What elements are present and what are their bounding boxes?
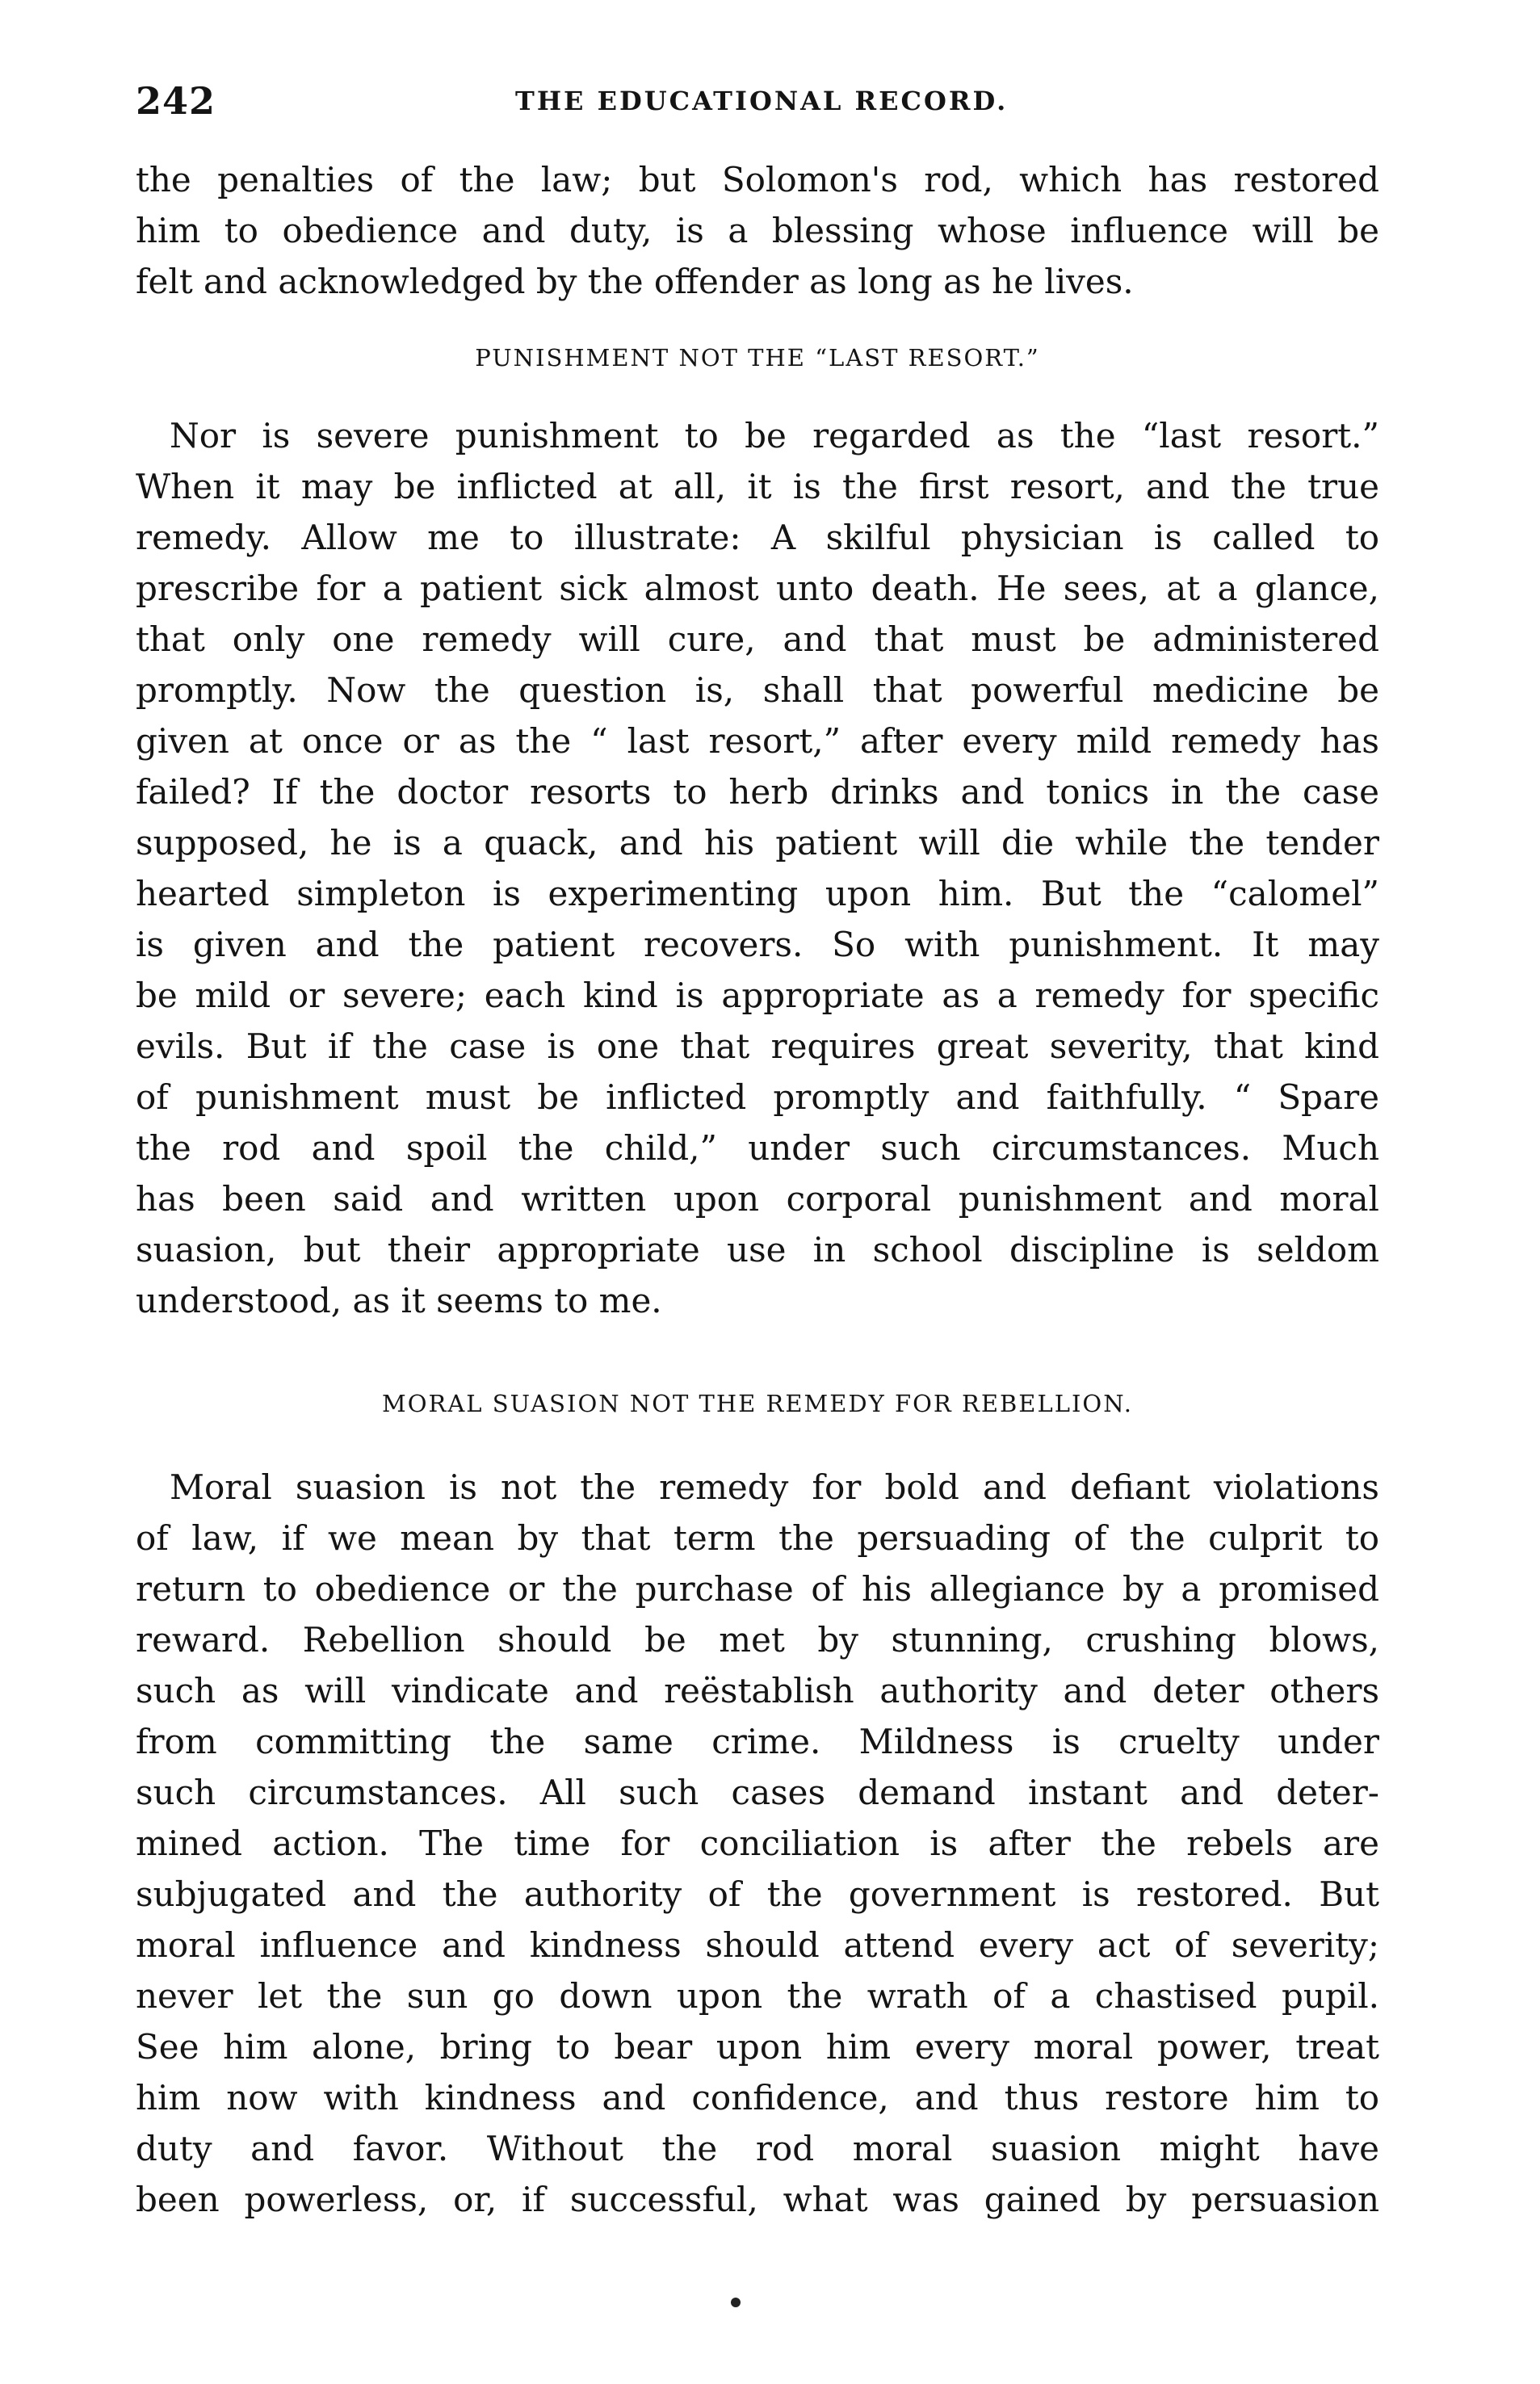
text-line: felt and acknowledged by the offender as long as he lives. (136, 262, 1134, 301)
journal-title: THE EDUCATIONAL RECORD. (515, 86, 1009, 116)
text-line: prescribe for a patient sick almost unto death. He sees, at a glance, (136, 569, 1379, 608)
text-line: been powerless, or, if successful, what was gained by persuasion (136, 2180, 1379, 2219)
text-line: supposed, he is a quack, and his patient will die while the tender (136, 823, 1379, 863)
page-number: 242 (136, 79, 216, 123)
text-line: be mild or severe; each kind is appropriate as a remedy for specific (136, 976, 1379, 1015)
text-line: evils. But if the case is one that requires great severity, that kind (136, 1026, 1379, 1066)
text-line: of law, if we mean by that term the persuading of the culprit to (136, 1518, 1379, 1558)
text-line: mined action. The time for conciliation is after the rebels are (136, 1824, 1379, 1863)
text-line: that only one remedy will cure, and that must be administered (136, 619, 1379, 659)
text-line: return to obedience or the purchase of his allegiance by a promised (136, 1569, 1379, 1609)
text-line: suasion, but their appropriate use in school discipline is seldom (136, 1230, 1379, 1270)
text-line: of punishment must be inflicted promptly and faithfully. “ Spare (136, 1077, 1379, 1117)
text-line: reward. Rebellion should be met by stunning, crushing blows, (136, 1620, 1379, 1660)
text-line: from committing the same crime. Mildness is cruelty under (136, 1722, 1379, 1761)
running-head (136, 79, 1379, 128)
text-line: Nor is severe punishment to be regarded as the “last resort.” (170, 416, 1379, 455)
ink-dot (731, 2298, 741, 2307)
section-heading: MORAL SUASION NOT THE REMEDY FOR REBELLION. (382, 1390, 1133, 1417)
text-line: remedy. Allow me to illustrate: A skilful physician is called to (136, 518, 1379, 557)
ink-mark (646, 2300, 657, 2324)
text-line: moral influence and kindness should attend every act of severity; (136, 1925, 1379, 1965)
text-line: duty and favor. Without the rod moral suasion might have (136, 2129, 1379, 2168)
text-line: the penalties of the law; but Solomon's rod, which has restored (136, 160, 1379, 199)
text-line: failed? If the doctor resorts to herb drinks and tonics in the case (136, 772, 1379, 812)
text-line: never let the sun go down upon the wrath of a chastised pupil. (136, 1976, 1379, 2016)
text-line: When it may be inflicted at all, it is the first resort, and the true (136, 467, 1379, 506)
text-line: hearted simpleton is experimenting upon him. But the “calomel” (136, 874, 1379, 913)
text-line: given at once or as the “ last resort,” after every mild remedy has (136, 721, 1379, 761)
text-line: Moral suasion is not the remedy for bold and defiant violations (170, 1467, 1379, 1507)
text-line: has been said and written upon corporal punishment and moral (136, 1179, 1379, 1219)
text-line: promptly. Now the question is, shall that powerful medicine be (136, 670, 1379, 710)
text-line: subjugated and the authority of the government is restored. But (136, 1874, 1379, 1914)
text-line: such as will vindicate and reëstablish authority and deter others (136, 1671, 1379, 1710)
text-line: See him alone, bring to bear upon him every moral power, treat (136, 2027, 1379, 2067)
text-line: is given and the patient recovers. So with punishment. It may (136, 925, 1379, 964)
text-line: him to obedience and duty, is a blessing whose influence will be (136, 211, 1379, 250)
text-line: such circumstances. All such cases demand instant and deter- (136, 1773, 1379, 1812)
text-line: him now with kindness and confidence, and thus restore him to (136, 2078, 1379, 2117)
section-heading: PUNISHMENT NOT THE “LAST RESORT.” (475, 344, 1040, 371)
text-line: the rod and spoil the child,” under such circumstances. Much (136, 1128, 1379, 1168)
text-line: understood, as it seems to me. (136, 1281, 662, 1320)
